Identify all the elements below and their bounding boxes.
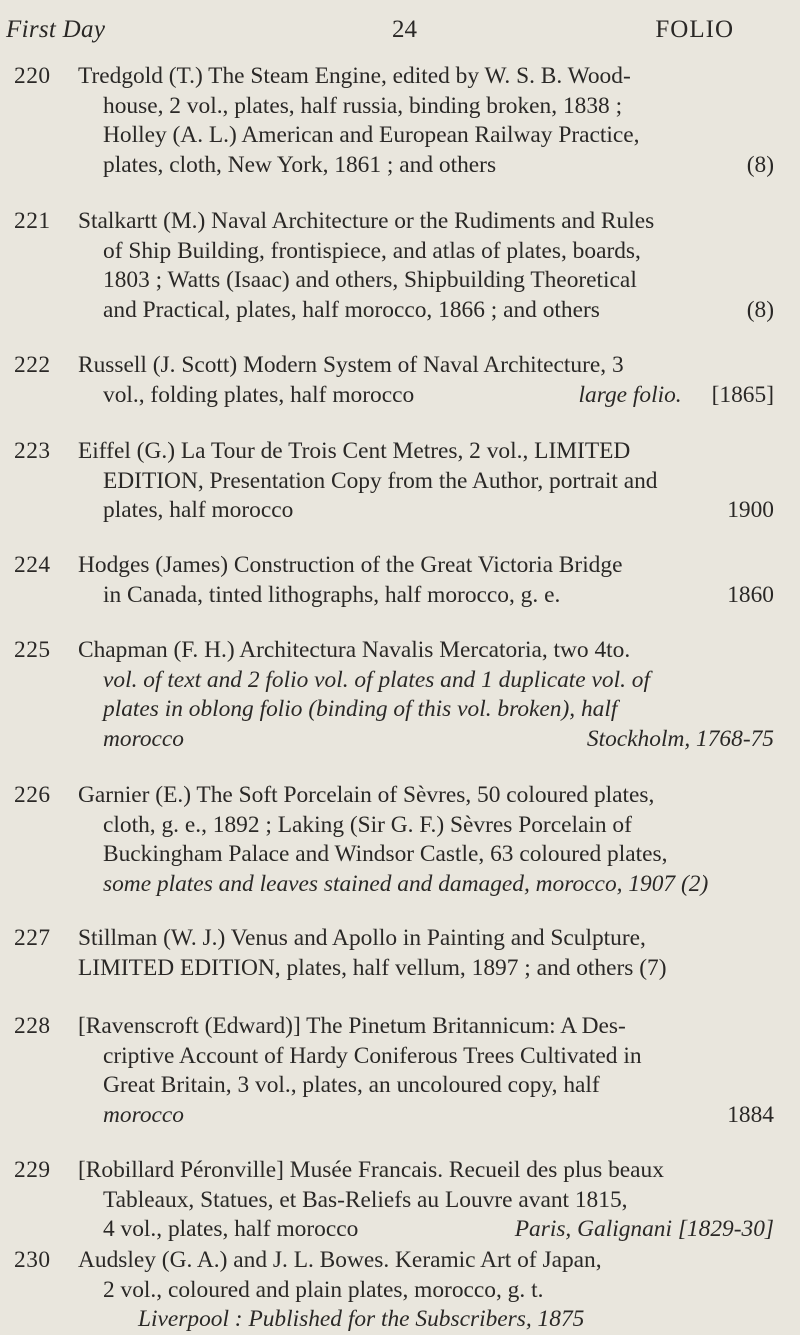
lot-line: Stalkartt (M.) Naval Architecture or the Rudiments and Rules xyxy=(78,208,655,234)
lot-description xyxy=(78,924,774,983)
lot-line: vol., folding plates, half morocco xyxy=(103,381,415,408)
lot-line: and Practical, plates, half morocco, 1866 ; and others xyxy=(103,296,600,323)
lot-line-wrap xyxy=(103,496,774,526)
lot-description xyxy=(78,62,774,180)
lot-line: [Robillard Péronville] Musée Francais. Recueil des plus beaux xyxy=(78,1157,664,1183)
lot-number: 227 xyxy=(14,925,51,951)
lot-line: vol. of text and 2 folio vol. of plates and 1 duplicate vol. of xyxy=(103,666,650,693)
lot-line: in Canada, tinted lithographs, half morocco, g. e. xyxy=(103,581,561,608)
lot-224 xyxy=(14,551,774,610)
lot-description xyxy=(78,636,774,754)
lot-line: plates in oblong folio (binding of this vol. broken), half xyxy=(103,696,618,722)
lot-line: Audsley (G. A.) and J. L. Bowes. Keramic Art of Japan, xyxy=(78,1247,602,1273)
header-day: First Day xyxy=(6,16,106,43)
lot-description xyxy=(78,351,774,410)
lot-229 xyxy=(14,1156,774,1245)
header-format: FOLIO xyxy=(655,16,734,43)
lot-line: Stillman (W. J.) Venus and Apollo in Painting and Sculpture, xyxy=(78,925,646,951)
lot-line: morocco xyxy=(103,1101,184,1128)
lot-description xyxy=(78,781,774,899)
lot-227 xyxy=(14,924,774,983)
lot-quantity: [1865] xyxy=(711,381,774,408)
lot-221 xyxy=(14,207,774,325)
lot-format: large folio. xyxy=(578,381,682,408)
lot-number: 226 xyxy=(14,782,51,808)
lot-line: [Ravenscroft (Edward)] The Pinetum Britannicum: A Des- xyxy=(78,1013,626,1039)
lot-quantity: 1884 xyxy=(727,1101,774,1128)
lot-number: 228 xyxy=(14,1013,51,1039)
lot-line: criptive Account of Hardy Coniferous Trees Cultivated in xyxy=(103,1042,642,1069)
lot-line: Russell (J. Scott) Modern System of Naval Architecture, 3 xyxy=(78,352,624,378)
lot-line: cloth, g. e., 1892 ; Laking (Sir G. F.) Sèvres Porcelain of xyxy=(103,811,632,838)
lot-description xyxy=(78,1012,774,1130)
lot-number: 221 xyxy=(14,208,51,234)
lot-number: 222 xyxy=(14,352,51,378)
lot-line: LIMITED EDITION, plates, half vellum, 1897 ; and others (7) xyxy=(78,954,667,981)
lot-quantity: (8) xyxy=(746,151,774,178)
lot-description xyxy=(78,437,774,526)
lot-quantity: 1860 xyxy=(727,581,774,608)
lot-223 xyxy=(14,437,774,526)
lot-line-wrap xyxy=(103,296,774,326)
lot-line-wrap xyxy=(103,1215,774,1245)
lot-line: house, 2 vol., plates, half russia, binding broken, 1838 ; xyxy=(103,92,623,119)
lot-line: EDITION, Presentation Copy from the Author, portrait and xyxy=(103,467,658,494)
lot-description xyxy=(78,1156,774,1245)
lot-220 xyxy=(14,62,774,180)
lot-228 xyxy=(14,1012,774,1130)
lot-number: 224 xyxy=(14,552,51,578)
lot-225 xyxy=(14,636,774,754)
lot-line: 4 vol., plates, half morocco xyxy=(103,1216,359,1242)
lot-line: 1803 ; Watts (Isaac) and others, Shipbuilding Theoretical xyxy=(103,267,637,293)
lot-line: Tableaux, Statues, et Bas-Reliefs au Louvre avant 1815, xyxy=(103,1186,628,1213)
lot-line: morocco xyxy=(103,725,184,752)
page-header xyxy=(6,10,734,50)
lot-line-wrap xyxy=(103,725,774,755)
lot-line: plates, cloth, New York, 1861 ; and others xyxy=(103,151,497,178)
lot-imprint: Paris, Galignani [1829-30] xyxy=(514,1216,774,1242)
lot-line: Holley (A. L.) American and European Railway Practice, xyxy=(103,122,640,148)
lot-description xyxy=(78,551,774,610)
lot-description xyxy=(78,207,774,325)
lot-line: of Ship Building, frontispiece, and atlas of plates, boards, xyxy=(103,237,641,264)
lot-imprint: Liverpool : Published for the Subscribers, 1875 xyxy=(138,1306,585,1332)
lot-line-wrap xyxy=(103,581,774,611)
lot-line: Great Britain, 3 vol., plates, an uncoloured copy, half xyxy=(103,1072,600,1098)
lot-number: 230 xyxy=(14,1247,51,1273)
lot-imprint: Stockholm, 1768-75 xyxy=(586,725,774,752)
lot-line: 2 vol., coloured and plain plates, morocco, g. t. xyxy=(103,1276,544,1303)
lot-number: 223 xyxy=(14,438,51,464)
lot-line: some plates and leaves stained and damaged, morocco, 1907 (2) xyxy=(103,870,709,897)
lot-line-wrap xyxy=(103,1101,774,1131)
lot-230 xyxy=(14,1246,774,1332)
lot-number: 229 xyxy=(14,1157,51,1183)
lot-line: Eiffel (G.) La Tour de Trois Cent Metres, 2 vol., LIMITED xyxy=(78,438,631,464)
lot-222 xyxy=(14,351,774,410)
lot-line: Hodges (James) Construction of the Great Victoria Bridge xyxy=(78,552,623,578)
lot-line: plates, half morocco xyxy=(103,497,294,523)
lot-line: Chapman (F. H.) Architectura Navalis Mercatoria, two 4to. xyxy=(78,637,631,663)
lot-line: Tredgold (T.) The Steam Engine, edited by W. S. B. Wood- xyxy=(78,63,631,89)
lot-line: Garnier (E.) The Soft Porcelain of Sèvres, 50 coloured plates, xyxy=(78,782,655,808)
lot-line-wrap xyxy=(103,381,774,411)
lot-quantity: 1900 xyxy=(727,497,774,523)
lot-quantity: (8) xyxy=(746,296,774,323)
lot-number: 225 xyxy=(14,637,51,663)
lot-226 xyxy=(14,781,774,899)
header-page-number: 24 xyxy=(392,16,417,43)
lot-line: Buckingham Palace and Windsor Castle, 63 coloured plates, xyxy=(103,841,668,867)
lot-number: 220 xyxy=(14,63,51,89)
lot-description xyxy=(78,1246,774,1335)
lot-line-wrap xyxy=(103,151,774,181)
